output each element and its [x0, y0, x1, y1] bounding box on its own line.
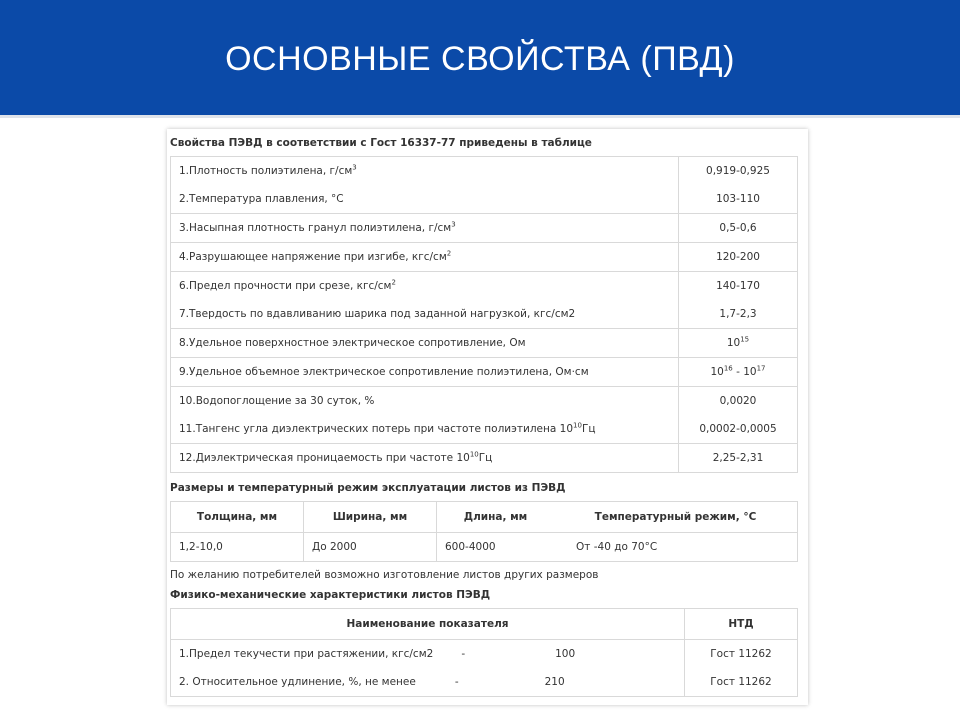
property-name: 4.Разрушающее напряжение при изгибе, кгс/см: [179, 251, 447, 263]
property-unit-sup: 2: [446, 249, 452, 258]
indicator-value: 210: [544, 676, 565, 688]
table-cell: До 2000: [304, 533, 437, 562]
property-name: 6.Предел прочности при срезе, кгс/см: [179, 280, 392, 292]
table-row: [171, 157, 798, 214]
column-header: НТД: [685, 609, 798, 640]
table-header-row: [171, 502, 798, 533]
property-unit-sup: 2: [391, 278, 396, 287]
table-row: [171, 243, 798, 272]
property-unit-sup: 3: [451, 220, 456, 229]
property-unit-sup: 10: [573, 421, 582, 430]
property-name: 2.Температура плавления, °С: [179, 193, 344, 205]
sizes-table: [170, 501, 798, 562]
table-row: [171, 358, 798, 387]
properties-screenshot: [167, 129, 808, 705]
column-header: Ширина, мм: [304, 502, 437, 533]
indicator-name: 1.Предел текучести при растяжении, кгс/см2: [179, 648, 434, 660]
property-value: $10^{15}$: [726, 335, 750, 349]
value-exponent: 17: [756, 364, 766, 373]
slide-header: [0, 0, 960, 118]
property-value: 140-170: [716, 280, 760, 292]
value-exponent: 15: [740, 335, 750, 344]
property-value: 2,25-2,31: [712, 452, 764, 464]
table-row: [171, 640, 798, 697]
property-value: 0,5-0,6: [719, 222, 757, 234]
table-row: [171, 329, 798, 358]
property-unit-sup: 3: [352, 163, 357, 172]
indicator-name: 2. Относительное удлинение, %, не менее: [179, 676, 416, 688]
value-exponent: 16: [723, 364, 733, 373]
table-cell: 600-4000: [437, 533, 555, 562]
property-unit-sup: 10: [469, 450, 479, 459]
indicator-ntd: Гост 11262: [710, 648, 772, 660]
column-header: Наименование показателя: [171, 609, 685, 640]
table-row: [171, 533, 798, 562]
property-name: 9.Удельное объемное электрическое сопротивление полиэтилена, Ом·см: [179, 366, 589, 378]
table-cell: 1,2-10,0: [171, 533, 304, 562]
mechanical-table: [170, 608, 798, 697]
property-name: 10.Водопоглощение за 30 суток, %: [179, 395, 375, 407]
table-row: [171, 214, 798, 243]
slide-title: ОСНОВНЫЕ СВОЙСТВА (ПВД): [225, 40, 735, 78]
property-value: 0,0020: [719, 395, 757, 407]
property-name: 1.Плотность полиэтилена, г/см: [179, 165, 353, 177]
property-name: 11.Тангенс угла диэлектрических потерь при частоте полиэтилена 10: [179, 423, 574, 435]
mechanical-heading: Физико-механические характеристики листов ПЭВД: [170, 589, 491, 601]
indicator-dash: -: [461, 648, 466, 660]
property-value: 1,7-2,3: [719, 308, 757, 320]
column-header: Длина, мм: [437, 502, 555, 533]
property-value: 0,0002-0,0005: [699, 423, 777, 435]
table-row: 12.Диэлектрическая проницаемость при частоте $10^{10}Гц$ 2,25-2,31: [171, 444, 798, 473]
column-header: Толщина, мм: [171, 502, 304, 533]
properties-table: [170, 156, 798, 473]
property-value: $10^{16} - 10^{17}$: [710, 364, 766, 378]
table-cell: От -40 до 70°С: [554, 533, 798, 562]
property-value: 120-200: [716, 251, 760, 263]
property-value: 103-110: [716, 193, 760, 205]
sizes-heading: Размеры и температурный режим эксплуатации листов из ПЭВД: [170, 482, 566, 494]
property-name: 7.Твердость по вдавливанию шарика под заданной нагрузкой, кгс/см2: [179, 308, 576, 320]
property-name: 12.Диэлектрическая проницаемость при частоте 10: [179, 452, 470, 464]
property-name: 8.Удельное поверхностное электрическое сопротивление, Ом: [179, 337, 526, 349]
table-row: 10.Водопоглощение за 30 суток, % 11.Тангенс угла диэлектрических потерь при частоте полиэтилена $10^{10}Гц$ 0,0020 0,0002-0,0005: [171, 387, 798, 444]
table-header-row: [171, 609, 798, 640]
property-value: 0,919-0,925: [706, 165, 770, 177]
sizes-note: По желанию потребителей возможно изготовление листов других размеров: [170, 569, 599, 581]
indicator-dash: -: [454, 676, 459, 688]
properties-heading: Свойства ПЭВД в соответствии с Гост 16337-77 приведены в таблице: [170, 137, 592, 149]
column-header: Температурный режим, °С: [554, 502, 798, 533]
property-name: 3.Насыпная плотность гранул полиэтилена, г/см: [179, 222, 452, 234]
indicator-ntd: Гост 11262: [710, 676, 772, 688]
indicator-value: 100: [555, 648, 576, 660]
table-row: [171, 272, 798, 329]
